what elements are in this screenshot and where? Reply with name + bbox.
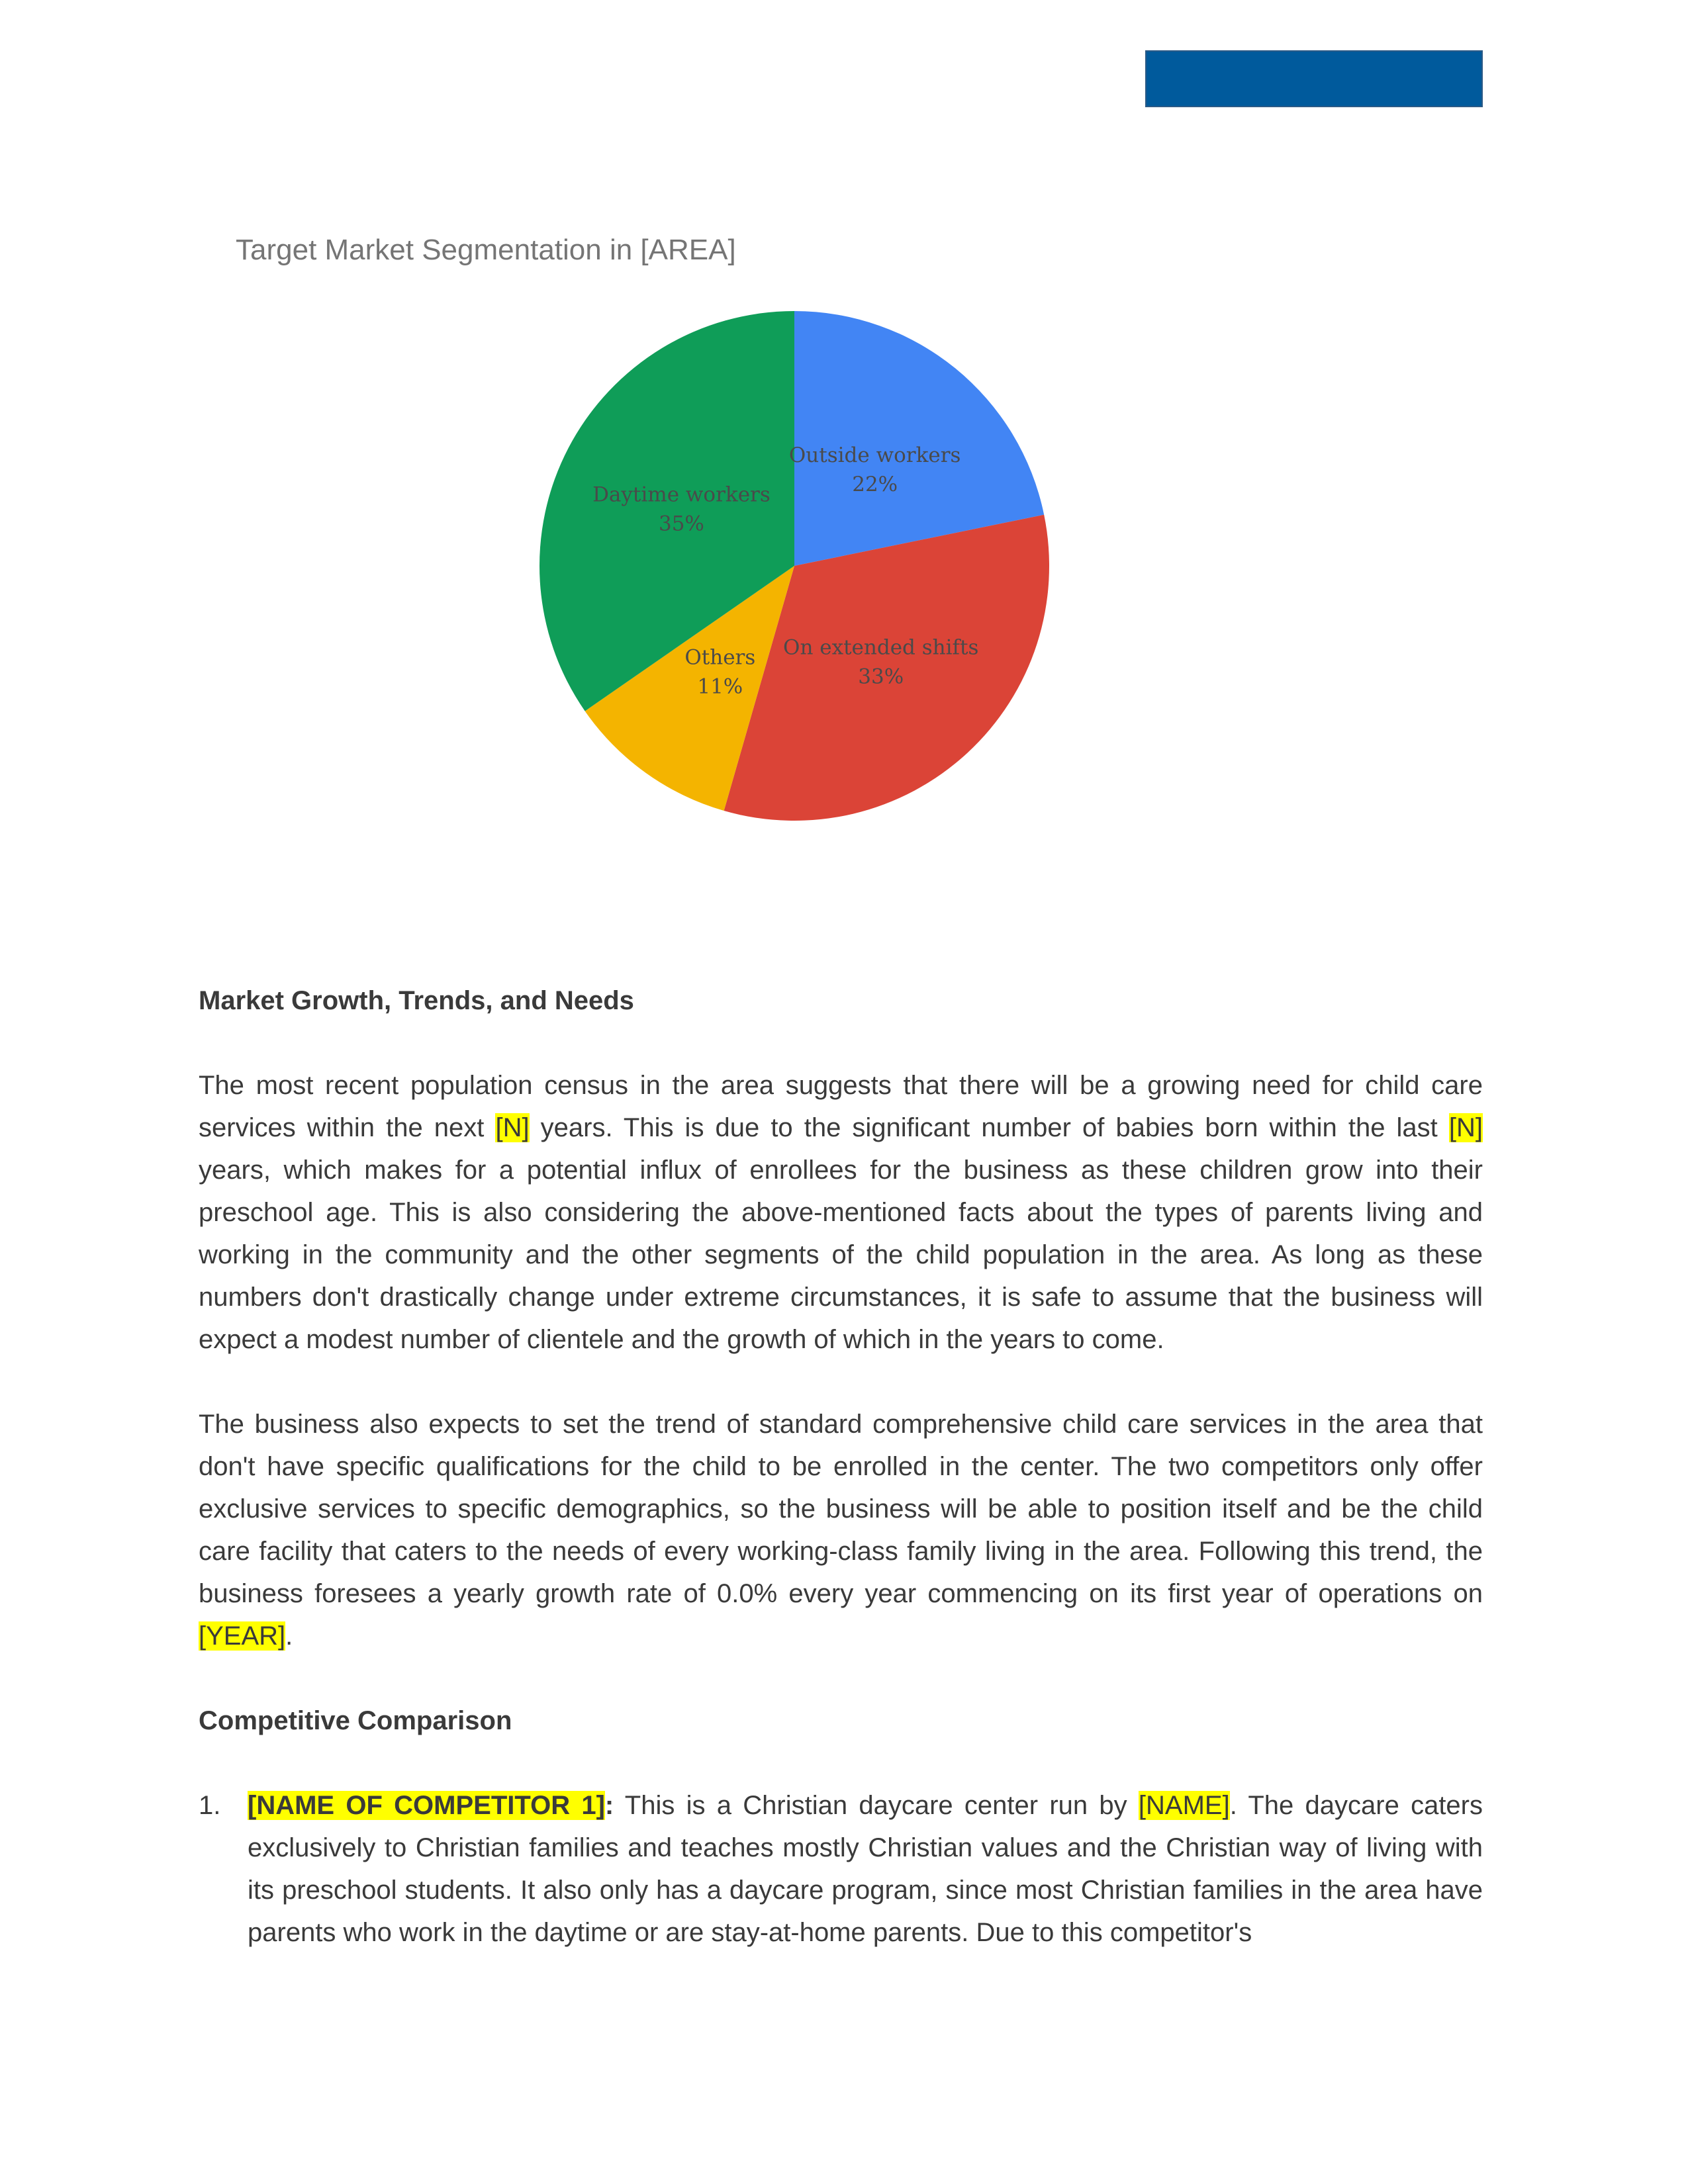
paragraph-growth-2 <box>199 1403 1483 1657</box>
market-segmentation-pie-chart <box>199 218 1125 854</box>
paragraph-growth-1 <box>199 1064 1483 1361</box>
text-run: years, which makes for a potential influx of enrollees for the business as these children grow into their preschool age. This is also considering the above-mentioned facts about the types of parents living and working in the community and the other segments of the child population in the area. As long as these numbers don't drastically change under extreme circumstances, it is safe to assume that the business will expect a modest number of clientele and the growth of which in the years to come. <box>199 1156 1483 1354</box>
slice-label: Others <box>684 645 756 670</box>
chart-title: Target Market Segmentation in [AREA] <box>236 234 736 266</box>
document-body <box>199 979 1483 1954</box>
slice-label: Daytime workers <box>592 482 771 507</box>
text-run: . The daycare caters exclusively to Christian families and teaches mostly Christian values and the Christian way of living with its preschool students. It also only has a daycare program, since most Christian families in the area have parents who work in the daytime or are stay-at-home parents. Due to this competitor's <box>248 1791 1483 1947</box>
slice-percent: 11% <box>697 674 743 699</box>
placeholder-n-1: [N] <box>495 1113 530 1142</box>
slice-label: Outside workers <box>788 443 961 467</box>
text-run: The business also expects to set the trend of standard comprehensive child care services in the area that don't have specific qualifications for the child to be enrolled in the center. The two competitors only offer exclusive services to specific demographics, so the business will be able to position itself and be the child care facility that caters to the needs of every working-class family living in the area. Following this trend, the business foresees a yearly growth rate of 0.0% every year commencing on its first year of operations on <box>199 1410 1483 1608</box>
colon: : <box>604 1791 614 1820</box>
competitor-list <box>199 1784 1483 1954</box>
text-run: The most recent population census in the area suggests that there will be a growing need for child care services within the next <box>199 1071 1483 1142</box>
competitor-name-placeholder: [NAME OF COMPETITOR 1] <box>248 1791 605 1820</box>
header-color-bar <box>1145 50 1483 107</box>
slice-percent: 33% <box>858 664 904 689</box>
text-run: years. This is due to the significant number of babies born within the last <box>529 1113 1449 1142</box>
placeholder-year: [YEAR] <box>199 1621 286 1651</box>
slice-percent: 35% <box>658 512 704 536</box>
placeholder-name: [NAME] <box>1138 1791 1230 1820</box>
text-run: . <box>285 1621 293 1651</box>
placeholder-n-2: [N] <box>1448 1113 1483 1142</box>
text-run: This is a Christian daycare center run by <box>614 1791 1139 1820</box>
heading-market-growth: Market Growth, Trends, and Needs <box>199 986 634 1015</box>
list-number: 1. <box>199 1791 221 1820</box>
slice-label: On extended shifts <box>783 635 979 660</box>
list-item <box>199 1784 1483 1954</box>
heading-competitive-comparison: Competitive Comparison <box>199 1706 512 1735</box>
slice-percent: 22% <box>852 472 898 496</box>
